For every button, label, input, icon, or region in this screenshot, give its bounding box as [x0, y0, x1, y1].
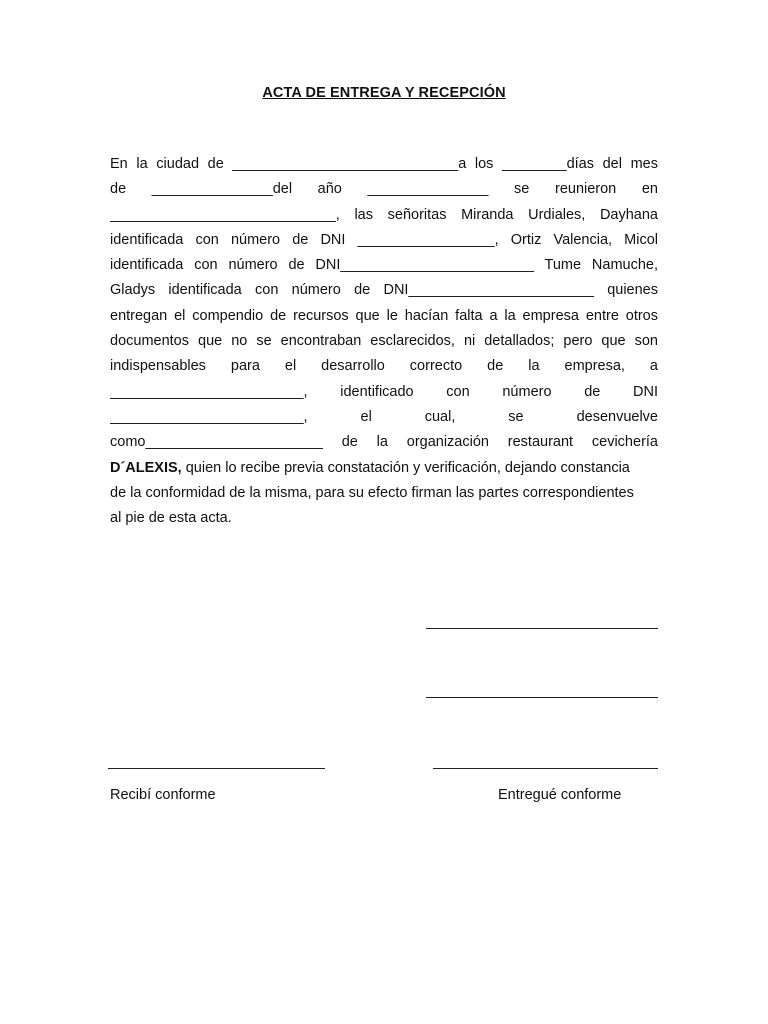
body-line-13	[110, 456, 658, 481]
body-line-2: de _______________del año _______________ se reunieron en	[110, 181, 658, 198]
body-line-1: En la ciudad de ____________________________a los ________días del mes	[110, 156, 658, 172]
body-line-9: indispensables para el desarrollo correcto de la empresa, a	[110, 358, 658, 375]
delivered-label: Entregué conforme	[498, 787, 622, 803]
body-line-15: al pie de esta acta.	[110, 510, 232, 527]
body-line-14: de la conformidad de la misma, para su efecto firman las partes correspondientes	[110, 484, 634, 501]
body-line-8: documentos que no se encontraban esclarecidos, ni detallados; pero que son	[110, 333, 658, 350]
signature-line-delivered	[433, 768, 658, 769]
body-line-4: identificada con número de DNI _________________, Ortiz Valencia, Micol	[110, 231, 658, 248]
body-line-3: ____________________________, las señoritas Miranda Urdiales, Dayhana	[110, 206, 658, 223]
signature-line-received	[108, 768, 325, 769]
body-line-5: identificada con número de DNI________________________ Tume Namuche,	[110, 257, 658, 274]
signature-line-1	[426, 628, 658, 629]
document-body	[110, 152, 658, 531]
body-line-13-text: quien lo recibe previa constatación y verificación, dejando constancia	[185, 459, 630, 476]
body-line-11: ________________________, el cual, se desenvuelve	[110, 408, 658, 425]
body-line-12: como______________________ de la organización restaurant cevichería	[110, 434, 658, 451]
document-title: ACTA DE ENTREGA Y RECEPCIÓN	[262, 85, 506, 101]
received-label: Recibí conforme	[110, 787, 216, 803]
signature-line-2	[426, 697, 658, 698]
company-name: D´ALEXIS,	[110, 459, 182, 476]
body-line-10: ________________________, identificado con número de DNI	[110, 383, 658, 400]
body-line-7: entregan el compendio de recursos que le hacían falta a la empresa entre otros	[110, 307, 658, 324]
body-line-6: Gladys identificada con número de DNI_______________________ quienes	[110, 282, 658, 299]
